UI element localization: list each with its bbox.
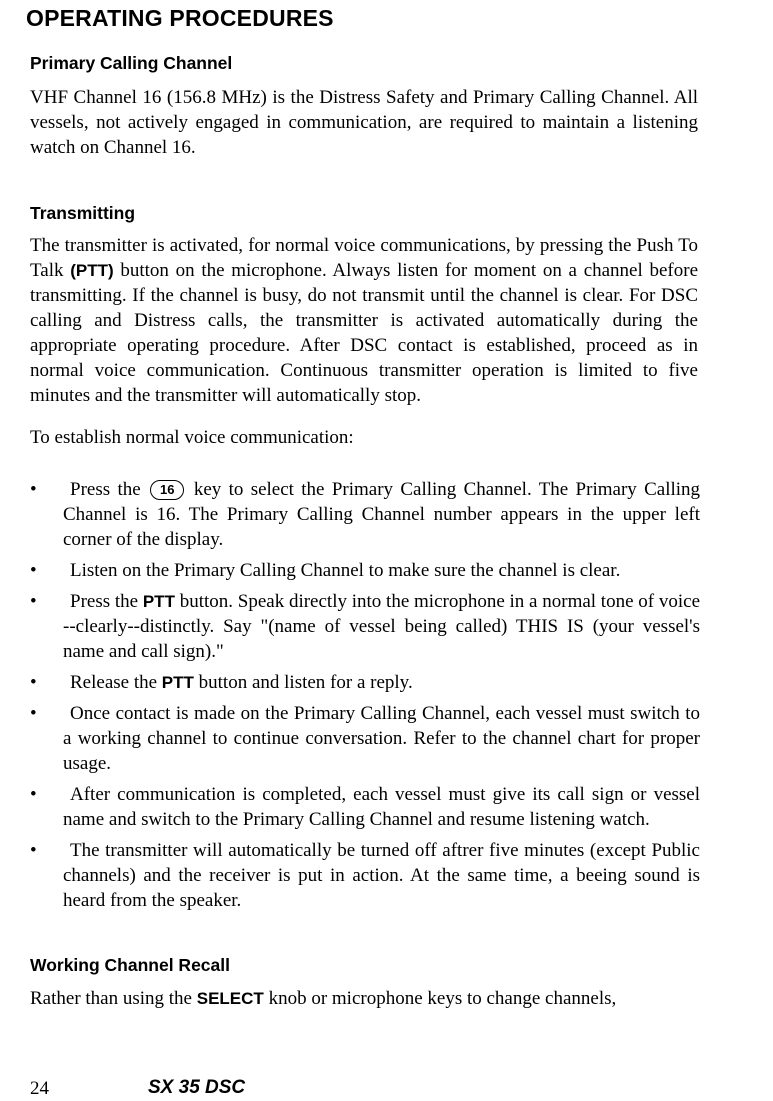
channel-16-key-icon: 16	[150, 480, 184, 500]
transmitting-text-part2: button on the microphone. Always listen for moment on a channel before transmitting. If the channel is busy, do not transmit until the channel is clear. For DSC calling and Distress calls, the transmitter is activated automatically during the appropriate operating procedure. After DSC contact is established, proceed as in normal voice communication. Continuous transmitter operation is limited to five minutes and the transmitter will automatically stop.	[30, 260, 698, 406]
list-item	[30, 782, 700, 832]
model-name: SX 35 DSC	[148, 1077, 246, 1098]
primary-calling-paragraph	[30, 85, 698, 160]
bullet-icon: •	[30, 672, 37, 693]
working-text-part2: knob or microphone keys to change channels,	[263, 988, 617, 1009]
list-item-text: Listen on the Primary Calling Channel to make sure the channel is clear.	[70, 560, 621, 581]
section-heading-working-channel-recall: Working Channel Recall	[30, 955, 230, 975]
page-title: OPERATING PROCEDURES	[26, 5, 334, 31]
list-item-text: Press the	[70, 479, 141, 500]
working-channel-paragraph	[30, 986, 698, 1011]
bullet-icon: •	[30, 591, 37, 612]
bullet-icon: •	[30, 479, 37, 500]
list-item-text: key to select the Primary Calling Channel. The Primary Calling Channel is 16. The Primary Calling Channel number appears in the upper left corner of the display.	[63, 479, 701, 550]
list-item	[30, 670, 700, 695]
list-item-text: Press the	[70, 591, 143, 612]
procedure-list	[30, 477, 700, 913]
list-item	[30, 701, 700, 776]
list-item-text: Release the	[70, 672, 162, 693]
establish-intro-paragraph	[30, 425, 698, 450]
working-text-part1: Rather than using the	[30, 988, 197, 1009]
list-item	[30, 558, 700, 583]
working-channel-text	[30, 986, 698, 1011]
list-item-text: Once contact is made on the Primary Calling Channel, each vessel must switch to a working channel to continue conversation. Refer to the channel chart for proper usage.	[63, 703, 700, 774]
list-item	[30, 838, 700, 913]
list-item-text: The transmitter will automatically be turned off aftrer five minutes (except Public channels) and the receiver is put in action. At the same time, a beeing sound is heard from the speaker.	[63, 840, 700, 911]
list-item-text: button and listen for a reply.	[193, 672, 413, 693]
list-item	[30, 477, 700, 552]
establish-intro-text: To establish normal voice communication:	[30, 427, 354, 448]
bullet-icon: •	[30, 703, 37, 724]
section-heading-primary-calling: Primary Calling Channel	[30, 53, 233, 73]
bullet-icon: •	[30, 840, 37, 861]
ptt-label: (PTT)	[70, 261, 114, 280]
transmitting-text	[30, 233, 698, 408]
list-item-text: After communication is completed, each vessel must give its call sign or vessel name and switch to the Primary Calling Channel and resume listening watch.	[63, 784, 700, 830]
ptt-label: PTT	[161, 673, 194, 692]
section-heading-transmitting: Transmitting	[30, 203, 136, 223]
transmitting-text-part1: The transmitter is activated, for normal voice communications, by pressing the Push To Talk	[30, 235, 698, 281]
list-item	[30, 589, 700, 664]
select-knob-label: SELECT	[196, 989, 264, 1008]
bullet-icon: •	[30, 784, 37, 805]
ptt-label: PTT	[142, 592, 175, 611]
primary-calling-text: VHF Channel 16 (156.8 MHz) is the Distress Safety and Primary Calling Channel. All vessels, not actively engaged in communication, are required to maintain a listening watch on Channel 16.	[30, 87, 698, 158]
transmitting-paragraph	[30, 233, 698, 408]
bullet-icon: •	[30, 560, 37, 581]
list-item-text: button. Speak directly into the microphone in a normal tone of voice --clearly--distinctly. Say "(name of vessel being called) THIS IS (your vessel's name and call sign)."	[63, 591, 700, 662]
page-number: 24	[30, 1078, 49, 1099]
